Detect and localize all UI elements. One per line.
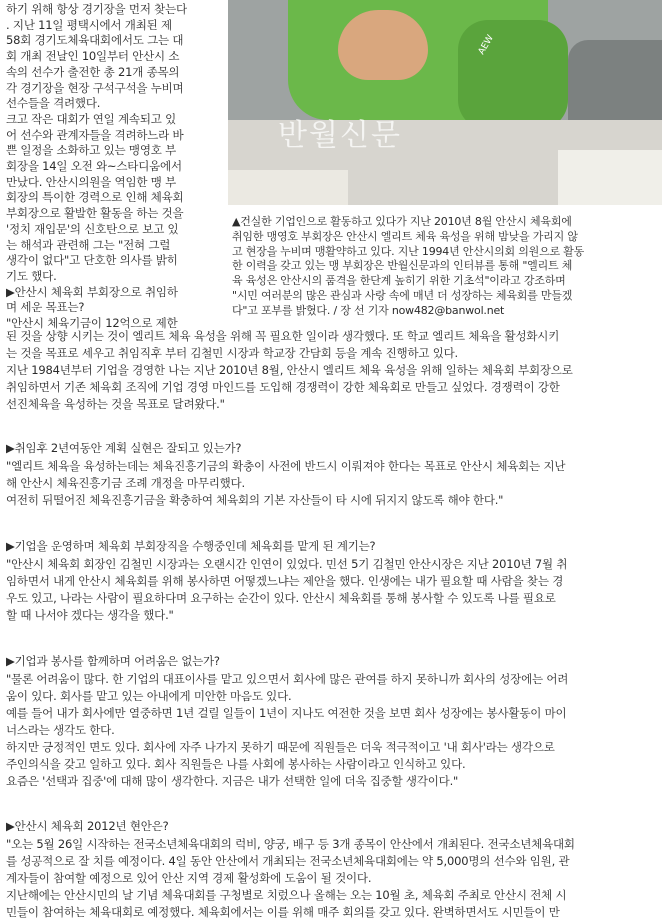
body-text-line: 계자들이 참여할 예정으로 있어 안산 지역 경제 활성화에 도움이 될 것이다. [6,871,372,885]
body-text-line: ▶기업과 봉사를 함께하며 어려움은 없는가? [6,654,220,668]
body-text-line: 취임하면서 기존 체육회 조직에 기업 경영 마인드를 도입해 경쟁력이 강한 체육회로 만들고 싶었다. 경쟁력이 강한 [6,380,560,394]
left-text-line: "안산시 체육기금이 12억으로 제한 [6,316,178,330]
caption-line: 취임한 맹영호 부회장은 안산시 엘리트 체육 육성을 위해 밤낮을 가리지 않 [232,229,578,243]
body-text-line: "엘리트 체육을 육성하는데는 체육진흥기금의 확충이 사전에 반드시 이뤄져야 한다는 목표로 안산시 체육회는 지난 [6,459,566,473]
left-text-line: 부회장으로 활발한 활동을 하는 것을 [6,206,184,221]
left-text-line: . 지난 11일 평택시에서 개최된 제 [6,17,172,32]
left-text-line: 선수들을 격려했다. [6,96,101,111]
caption-line: 다"고 포부를 밝혔다. / 장 선 기자 now482@banwol.net [232,303,505,317]
body-text-line: ▶취임후 2년여동안 계획 실현은 잘되고 있는가? [6,441,242,455]
article-photo [228,0,662,205]
caption-line: 한 이력을 갖고 있는 맹 부회장은 반월신문과의 인터뷰를 통해 "엘리트 체 [232,259,573,273]
left-text-line: 만났다. 안산시의원을 역임한 맹 부 [6,174,177,189]
body-text-line: 해 안산시 체육진흥기금 조례 개정을 마무리했다. [6,476,245,490]
photo-hand [338,10,428,80]
photo-jacket-logo: AEW [476,33,496,57]
body-text-line: 를 성공적으로 잘 치를 예정이다. 4일 동안 안산에서 개최되는 전국소년체육대회에는 약 5,000명의 선수와 임원, 관 [6,854,570,868]
body-text-line: 예를 들어 내가 회사에만 열중하면 1년 걸릴 일들이 1년이 지나도 여전한 것을 보면 회사 성장에는 봉사활동이 마이 [6,706,567,720]
body-text-line: 된 것을 상향 시키는 것이 엘리트 체육 육성을 위해 꼭 필요한 일이라 생각했다. 또 학교 엘리트 체육을 활성화시키 [6,329,560,343]
left-text-line: 58회 경기도체육대회에서도 그는 대 [6,33,184,48]
body-text-line: 지난해에는 안산시민의 날 기념 체육대회를 구청별로 치렀으나 올해는 오는 10월 초, 체육회 주최로 안산시 전체 시 [6,888,567,902]
body-text-line: 움이 있다. 회사를 맡고 있는 아내에게 미안한 마음도 있다. [6,689,292,703]
body-text-line: ▶기업을 운영하며 체육회 부회장직을 수행중인데 체육회를 맡게 된 계기는? [6,539,376,553]
body-text-line: "안산시 체육회 회장인 김철민 시장과는 오랜시간 인연이 있었다. 민선 5기 김철민 안산시장은 지난 2010년 7월 취 [6,557,568,571]
body-text-line: 할 때 나서야 겠다는 생각을 했다." [6,608,174,622]
caption-line: 고 현장을 누비며 맹활약하고 있다. 지난 1994년 안산시의회 의원으로 활동 [232,244,585,258]
left-text-line: 기도 했다. [6,268,57,283]
body-text-line: 지난 1984년부터 기업을 경영한 나는 지난 2010년 8월, 안산시 엘리트 체육 육성을 위해 일하는 체육회 부회장으로 [6,363,573,377]
photo-watermark: 반월신문 [278,118,402,153]
body-text-line: 너스라는 생각도 한다. [6,723,115,737]
body-text-line: 선진체육을 육성하는 것을 목표로 달려왔다." [6,397,225,411]
left-text-line: 회장을 14일 오전 와~스타디움에서 [6,159,182,173]
body-text-line: 우도 있고, 나라는 사람이 필요하다며 요구하는 순간이 있다. 안산시 체육회를 통해 봉사할 수 있도록 나를 필요로 [6,591,556,605]
left-text-line: 크고 작은 대회가 연일 계속되고 있 [6,111,177,126]
left-text-line: 생각이 없다"고 단호한 의사를 밝히 [6,253,178,268]
body-text-line: 는 것을 목표로 세우고 취임직후 부터 김철민 시장과 학교장 간담회 등을 계속 진행하고 있다. [6,346,459,360]
body-text-line: 여전히 뒤떨어진 체육진흥기금을 확충하여 체육회의 기본 자산들이 타 시에 뒤지지 않도록 해야 한다." [6,493,504,507]
caption-line: "시민 여러분의 많은 관심과 사랑 속에 매년 더 성장하는 체육회를 만들겠 [232,289,573,302]
left-text-line: 하기 위해 항상 경기장을 먼저 찾는다 [6,2,187,16]
left-text-line: 어 선수와 관계자들을 격려하느라 바 [6,127,184,142]
body-text-line: 요즘은 '선택과 집중'에 대해 많이 생각한다. 지금은 내가 선택한 일에 더욱 집중할 생각이다." [6,774,459,788]
left-text-line: ▶안산시 체육회 부회장으로 취임하 [6,284,178,299]
left-text-line: 속의 선수가 출전한 총 21개 종목의 [6,64,180,79]
body-text-line: 주인의식을 갖고 일하고 있다. 회사 직원들은 나를 사회에 봉사하는 사람이라고 인식하고 있다. [6,757,466,771]
body-text-line: ▶안산시 체육회 2012년 현안은? [6,819,169,833]
caption-line: ▲건실한 기업인으로 활동하고 있다가 지난 2010년 8월 안산시 체육회에 [232,215,572,228]
body-text-line: 임하면서 내게 안산시 체육회를 위해 봉사하면 어떻겠느냐는 제안을 했다. 인생에는 내가 필요할 때 사람을 찾는 경 [6,574,564,588]
caption-line: 육 육성은 안산시의 품격을 한단계 높히기 위한 기초석"이라고 강조하며 [232,274,566,288]
left-text-line: 회 개최 전날인 10일부터 안산시 소 [6,49,180,64]
left-text-line: 는 해석과 관련해 그는 "전혀 그럴 [6,237,171,252]
left-text-line: 쁜 일정을 소화하고 있는 맹영호 부 [6,143,177,158]
body-text-line: "물론 어려움이 많다. 한 기업의 대표이사를 맡고 있으면서 회사에 많은 관여를 하지 못하니까 회사의 성장에는 어려 [6,672,569,686]
body-text-line: "오는 5월 26일 시작하는 전국소년체육대회의 럭비, 양궁, 배구 등 3개 종목이 안산에서 개최된다. 전국소년체육대회 [6,837,575,851]
body-text-line: 하지만 긍정적인 면도 있다. 회사에 자주 나가지 못하기 때문에 직원들은 더욱 적극적이고 '내 회사'라는 생각으로 [6,740,555,754]
left-text-line: 며 세운 목표는? [6,300,85,315]
left-text-line: 각 경기장을 현장 구석구석을 누비며 [6,80,184,95]
left-text-line: 회장의 특이한 경력으로 인해 체육회 [6,190,184,205]
left-text-line: '정치 재입문'의 신호탄으로 보고 있 [6,221,179,236]
photo-paper-left [228,170,348,205]
photo-green-jacket-sleeve [458,20,568,130]
photo-paper [558,150,662,205]
body-text-line: 민들이 참여하는 체육대회로 예정했다. 체육회에서는 이를 위해 매주 회의를 갖고 있다. 완벽하면서도 시민들이 만 [6,905,560,919]
